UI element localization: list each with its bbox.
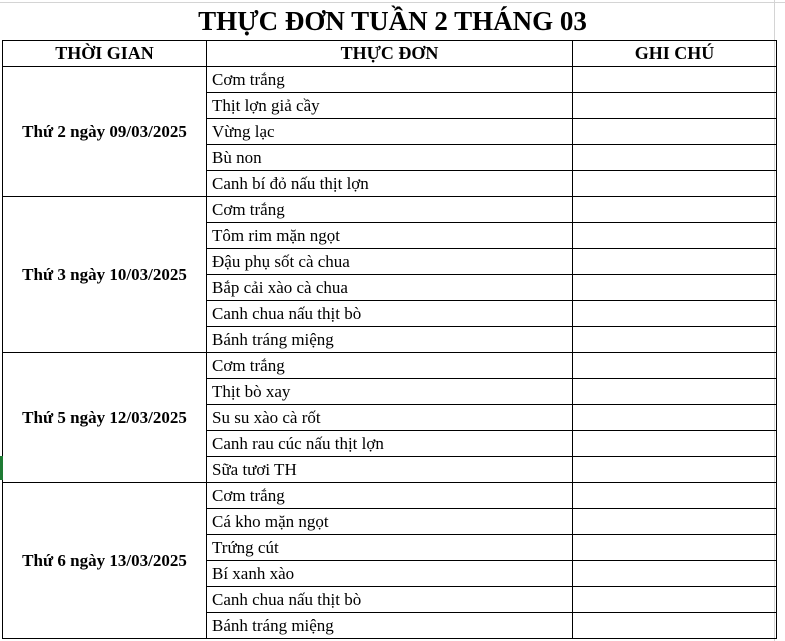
- dish-cell[interactable]: Đậu phụ sốt cà chua: [207, 249, 573, 275]
- note-cell[interactable]: [573, 327, 777, 353]
- table-row: [3, 197, 777, 223]
- dish-cell[interactable]: Thịt bò xay: [207, 379, 573, 405]
- note-cell[interactable]: [573, 275, 777, 301]
- dish-cell[interactable]: Su su xào cà rốt: [207, 405, 573, 431]
- note-cell[interactable]: [573, 405, 777, 431]
- dish-cell[interactable]: Sữa tươi TH: [207, 457, 573, 483]
- header-row: [3, 41, 777, 67]
- dish-cell[interactable]: Cá kho mặn ngọt: [207, 509, 573, 535]
- note-cell[interactable]: [573, 223, 777, 249]
- note-cell[interactable]: [573, 67, 777, 93]
- note-cell[interactable]: [573, 249, 777, 275]
- dish-cell[interactable]: Thịt lợn giả cầy: [207, 93, 573, 119]
- note-cell[interactable]: [573, 353, 777, 379]
- note-cell[interactable]: [573, 171, 777, 197]
- dish-cell[interactable]: Cơm trắng: [207, 483, 573, 509]
- dish-cell[interactable]: Tôm rim mặn ngọt: [207, 223, 573, 249]
- table-row: [3, 483, 777, 509]
- note-cell[interactable]: [573, 613, 777, 639]
- dish-cell[interactable]: Canh bí đỏ nấu thịt lợn: [207, 171, 573, 197]
- note-cell[interactable]: [573, 561, 777, 587]
- dish-cell[interactable]: Bánh tráng miệng: [207, 613, 573, 639]
- note-cell[interactable]: [573, 483, 777, 509]
- day-cell[interactable]: Thứ 2 ngày 09/03/2025: [3, 67, 207, 197]
- menu-title[interactable]: THỰC ĐƠN TUẦN 2 THÁNG 03: [198, 6, 587, 36]
- dish-cell[interactable]: Canh chua nấu thịt bò: [207, 587, 573, 613]
- dish-cell[interactable]: Cơm trắng: [207, 197, 573, 223]
- dish-cell[interactable]: Bắp cải xào cà chua: [207, 275, 573, 301]
- note-cell[interactable]: [573, 431, 777, 457]
- dish-cell[interactable]: Bù non: [207, 145, 573, 171]
- dish-cell[interactable]: Cơm trắng: [207, 67, 573, 93]
- day-cell[interactable]: Thứ 3 ngày 10/03/2025: [3, 197, 207, 353]
- dish-cell[interactable]: Bí xanh xào: [207, 561, 573, 587]
- menu-table: [2, 40, 777, 639]
- day-cell[interactable]: Thứ 6 ngày 13/03/2025: [3, 483, 207, 639]
- dish-cell[interactable]: Vừng lạc: [207, 119, 573, 145]
- dish-cell[interactable]: Canh chua nấu thịt bò: [207, 301, 573, 327]
- note-cell[interactable]: [573, 509, 777, 535]
- menu-body: [3, 67, 777, 639]
- note-cell[interactable]: [573, 197, 777, 223]
- sheet-gridline-horizontal: [0, 2, 785, 3]
- note-cell[interactable]: [573, 301, 777, 327]
- note-cell[interactable]: [573, 119, 777, 145]
- note-cell[interactable]: [573, 93, 777, 119]
- dish-cell[interactable]: Canh rau cúc nấu thịt lợn: [207, 431, 573, 457]
- note-cell[interactable]: [573, 457, 777, 483]
- header-menu[interactable]: THỰC ĐƠN: [207, 41, 573, 67]
- row-selection-marker: [0, 456, 3, 480]
- header-time[interactable]: THỜI GIAN: [3, 41, 207, 67]
- note-cell[interactable]: [573, 535, 777, 561]
- dish-cell[interactable]: Bánh tráng miệng: [207, 327, 573, 353]
- day-cell[interactable]: Thứ 5 ngày 12/03/2025: [3, 353, 207, 483]
- note-cell[interactable]: [573, 379, 777, 405]
- table-row: [3, 67, 777, 93]
- dish-cell[interactable]: Cơm trắng: [207, 353, 573, 379]
- dish-cell[interactable]: Trứng cút: [207, 535, 573, 561]
- note-cell[interactable]: [573, 145, 777, 171]
- table-row: [3, 353, 777, 379]
- header-note[interactable]: GHI CHÚ: [573, 41, 777, 67]
- note-cell[interactable]: [573, 587, 777, 613]
